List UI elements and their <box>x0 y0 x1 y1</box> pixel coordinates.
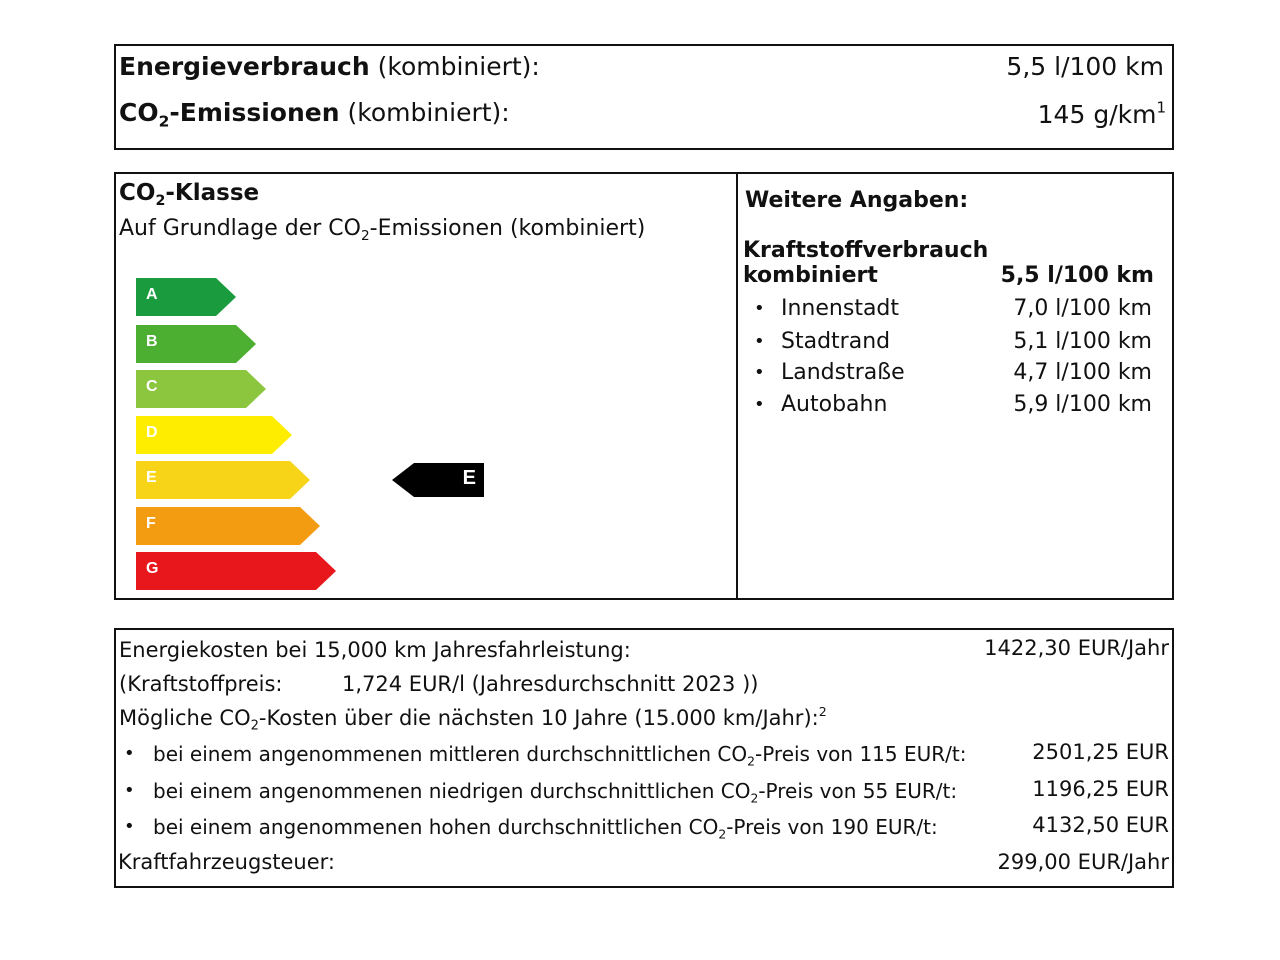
consumption-item-label: Innenstadt <box>781 296 900 321</box>
bullet-icon: • <box>124 816 135 837</box>
energy-costs-value: 1422,30 EUR/Jahr <box>984 636 1169 660</box>
fuel-price-label: (Kraftstoffpreis: <box>119 672 283 696</box>
energy-class-label: F <box>146 515 156 532</box>
possible-co2-costs-label: Mögliche $CO_2$-Kosten über die nächsten 10 Jahre (15.000 km/Jahr):$^2$ <box>119 704 827 734</box>
energy-class-c <box>136 370 266 408</box>
vehicle-tax-value: 299,00 EUR/Jahr <box>997 850 1169 874</box>
co2-cost-scenario-label: bei einem angenommenen hohen durchschnittlichen $CO_2$-Preis von 190 EUR/t: <box>153 815 938 842</box>
consumption-summary-box <box>114 44 1174 150</box>
energy-class-label: E <box>146 469 157 486</box>
energy-class-label: D <box>146 424 158 441</box>
energy-class-d <box>136 416 292 454</box>
co2-class-title: $CO_2$-Klasse <box>119 180 260 209</box>
current-class-marker <box>392 463 484 497</box>
costs-box <box>114 628 1174 888</box>
consumption-item-value: 4,7 l/100 km <box>1013 360 1152 385</box>
energy-class-arrow-icon <box>136 461 310 499</box>
energy-costs-label: Energiekosten bei 15,000 km Jahresfahrleistung: <box>119 638 631 662</box>
fuel-consumption-combined-label: kombiniert <box>743 263 878 288</box>
energy-class-arrow-icon <box>136 416 292 454</box>
consumption-item-value: 5,1 l/100 km <box>1013 329 1152 354</box>
consumption-item-label: Landstraße <box>781 360 905 385</box>
energy-consumption-label: Energieverbrauch (kombiniert): <box>119 52 540 81</box>
consumption-item-label: Stadtrand <box>781 329 891 354</box>
bullet-icon: • <box>124 780 135 801</box>
co2-class-subtitle: Auf Grundlage der $CO_2$-Emissionen (kombiniert) <box>119 216 646 244</box>
energy-class-label: C <box>146 378 158 395</box>
column-divider <box>736 174 738 598</box>
co2-cost-scenario-value: 4132,50 EUR <box>1032 813 1169 837</box>
consumption-item-label: Autobahn <box>781 392 888 417</box>
bullet-icon: • <box>754 331 765 352</box>
energy-class-label: B <box>146 333 158 350</box>
co2-cost-scenario-value: 1196,25 EUR <box>1032 777 1169 801</box>
bullet-icon: • <box>754 362 765 383</box>
co2-cost-scenario-label: bei einem angenommenen mittleren durchschnittlichen $CO_2$-Preis von 115 EUR/t: <box>153 742 967 769</box>
co2-cost-scenario-value: 2501,25 EUR <box>1032 740 1169 764</box>
fuel-consumption-label: Kraftstoffverbrauch <box>743 238 989 263</box>
energy-class-a <box>136 278 236 316</box>
co2-cost-scenario-label: bei einem angenommenen niedrigen durchschnittlichen $CO_2$-Preis von 55 EUR/t: <box>153 779 958 806</box>
fuel-price-value: 1,724 EUR/l (Jahresdurchschnitt 2023 )) <box>342 672 759 696</box>
consumption-item-value: 7,0 l/100 km <box>1013 296 1152 321</box>
energy-class-label: G <box>146 560 159 577</box>
vehicle-tax-label: Kraftfahrzeugsteuer: <box>118 850 335 874</box>
energy-class-g <box>136 552 336 590</box>
more-info-title: Weitere Angaben: <box>745 188 969 213</box>
energy-class-e <box>136 461 310 499</box>
energy-class-arrow-icon <box>136 552 336 590</box>
co2-emissions-value: 145 $g/km^1$ <box>1037 98 1166 129</box>
energy-class-arrow-icon <box>136 507 320 545</box>
co2-emissions-label: $CO_2$-Emissionen (kombiniert): <box>119 98 510 131</box>
energy-class-f <box>136 507 320 545</box>
bullet-icon: • <box>754 298 765 319</box>
consumption-item-value: 5,9 l/100 km <box>1013 392 1152 417</box>
bullet-icon: • <box>124 743 135 764</box>
bullet-icon: • <box>754 394 765 415</box>
fuel-consumption-combined-value: 5,5 l/100 km <box>1000 263 1154 288</box>
energy-class-label: A <box>146 286 158 303</box>
co2-class-box <box>114 172 1174 600</box>
current-class-label: E <box>462 467 476 489</box>
energy-consumption-value: 5,5 l/100 km <box>1006 52 1164 81</box>
energy-class-b <box>136 325 256 363</box>
